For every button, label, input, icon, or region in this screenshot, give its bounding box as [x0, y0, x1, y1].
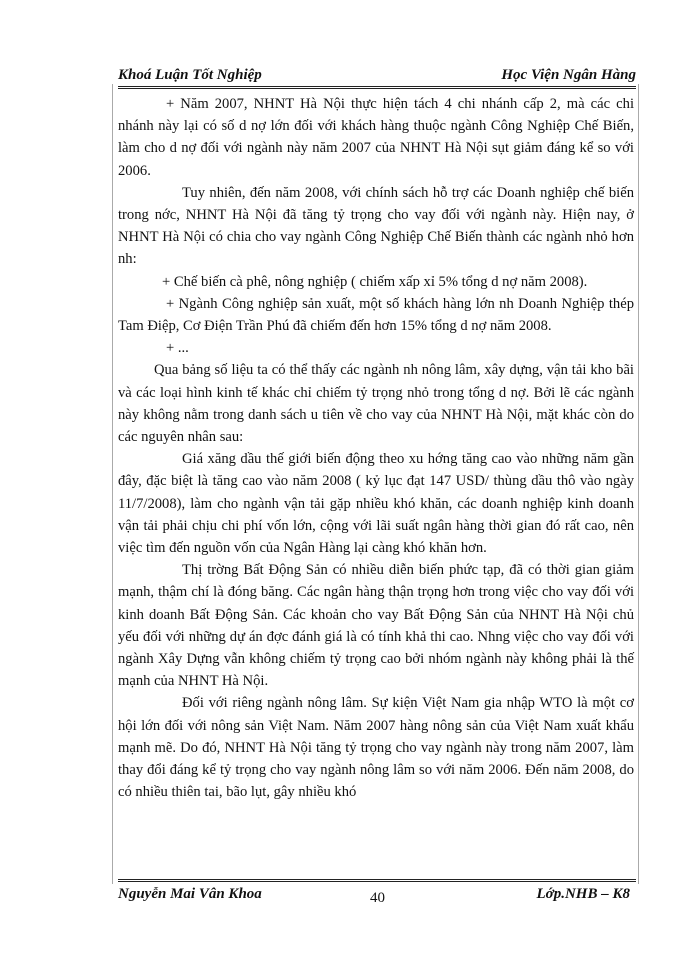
- page-border-right: [638, 84, 639, 884]
- paragraph-ellipsis: + ...: [166, 340, 189, 357]
- footer-class: Lớp.NHB – K8: [536, 886, 630, 902]
- page-header: [118, 62, 636, 89]
- footer-author: Nguyễn Mai Vân Khoa: [118, 886, 262, 902]
- paragraph-branch-split: + Năm 2007, NHNT Hà Nội thực hiện tách 4 chi nhánh cấp 2, mà các chi nhánh này lại có số d nợ lớn đối với khách hàng thuộc ngành Công Nghiệp Chế Biến, làm cho d nợ đối với ngành này năm 2007 của NHNT Hà Nội sụt giảm đáng kể so với 2006.: [118, 96, 634, 179]
- header-institution: Học Viện Ngân Hàng: [501, 67, 636, 83]
- body-text: [118, 93, 634, 804]
- paragraph-small-sectors: Qua bảng số liệu ta có thể thấy các ngành nh nông lâm, xây dựng, vận tải kho bãi và các loại hình kinh tế khác chỉ chiếm tỷ trọng nhỏ trong tổng d nợ. Bởi lẽ các ngành này không nằm trong danh sách u tiên về cho vay của NHNT Hà Nội, mặt khác còn do các nguyên nhân sau:: [118, 362, 634, 446]
- paragraph-fuel-prices: Giá xăng dầu thế giới biến động theo xu hớng tăng cao vào những năm gần đây, đặc biệt là tăng cao vào năm 2008 ( kỷ lục đạt 147 USD/ thùng dầu thô vào ngày 11/7/2008), làm cho ngành vận tải gặp nhiều khó khăn, các doanh nghiệp kinh doanh vận tải phải chịu chi phí vốn lớn, cộng với lãi suất ngân hàng thời gian đó rất cao, nên việc tìm đến nguồn vốn của Ngân Hàng lại càng khó khăn hơn.: [118, 451, 634, 557]
- paragraph-industrial: + Ngành Công nghiệp sản xuất, một số khách hàng lớn nh Doanh Nghiệp thép Tam Điệp, Cơ Điện Trần Phú đã chiếm đến hơn 15% tổng d nợ năm 2008.: [118, 295, 634, 335]
- page-border-left: [112, 84, 113, 884]
- footer-rule: [118, 879, 636, 882]
- paragraph-coffee-agri: + Chế biến cà phê, nông nghiệp ( chiếm xấp xỉ 5% tổng d nợ năm 2008).: [162, 273, 588, 290]
- page-footer: [118, 884, 636, 908]
- paragraph-real-estate: Thị trờng Bất Động Sản có nhiều diễn biến phức tạp, đã có thời gian giảm mạnh, thậm chí là đóng băng. Các ngân hàng thận trọng hơn trong việc cho vay đối với kinh doanh Bất Động Sản. Các khoản cho vay Bất Động Sản của NHNT Hà Nội chủ yếu đối với những dự án đợc đánh giá là có tính khả thi cao. Nhng việc cho vay đối với ngành Xây Dựng vẫn không chiếm tỷ trọng cao bởi nhóm ngành này không phải là thế mạnh của NHNT Hà Nội.: [118, 562, 634, 690]
- header-thesis-title: Khoá Luận Tốt Nghiệp: [118, 67, 262, 83]
- paragraph-agriculture: Đối với riêng ngành nông lâm. Sự kiện Việt Nam gia nhập WTO là một cơ hội lớn đối với nông sản Việt Nam. Năm 2007 hàng nông sản của Việt Nam xuất khẩu mạnh mẽ. Do đó, NHNT Hà Nội tăng tỷ trọng cho vay ngành này trong năm 2007, làm thay đổi đáng kể tỷ trọng cho vay ngành nông lâm so với năm 2006. Đến năm 2008, do có nhiều thiên tai, bão lụt, gây nhiều khó: [118, 695, 634, 801]
- page-number: 40: [370, 890, 385, 906]
- paragraph-2008-policy: Tuy nhiên, đến năm 2008, với chính sách hỗ trợ các Doanh nghiệp chế biến trong nớc, NHNT Hà Nội đã tăng tỷ trọng cho vay đối với ngành này. Hiện nay, ở NHNT Hà Nội có chia cho vay ngành Công Nghiệp Chế Biến thành các ngành nhỏ hơn nh:: [118, 184, 634, 268]
